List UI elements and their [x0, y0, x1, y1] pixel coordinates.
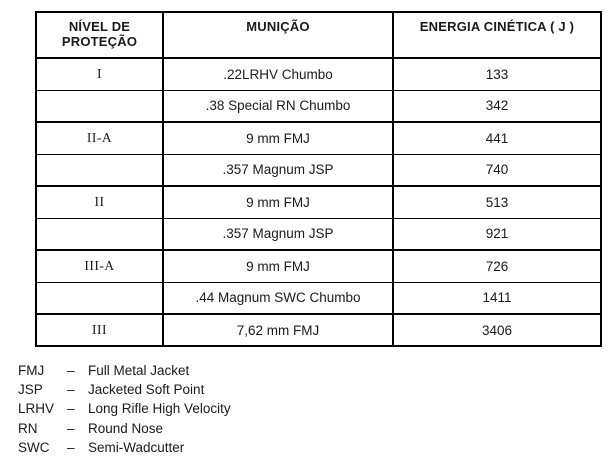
table-row — [36, 122, 601, 154]
ammo-cell: .22LRHV Chumbo — [163, 58, 393, 90]
ammo-cell: 7,62 mm FMJ — [163, 314, 393, 346]
legend-abbr: RN — [18, 420, 38, 436]
header-nivel-de-protecao: NÍVEL DE PROTEÇÃO — [36, 12, 163, 58]
energy-cell: 726 — [393, 250, 601, 282]
level-cell: II — [36, 186, 163, 218]
level-cell: I — [36, 58, 163, 90]
ammo-cell: .357 Magnum JSP — [163, 218, 393, 250]
ammo-cell: .44 Magnum SWC Chumbo — [163, 282, 393, 314]
legend-definition: Jacketed Soft Point — [88, 382, 205, 398]
legend-dash: – — [67, 382, 75, 398]
legend-abbr: JSP — [18, 382, 43, 398]
ammo-cell: .357 Magnum JSP — [163, 154, 393, 186]
ammo-cell: 9 mm FMJ — [163, 186, 393, 218]
level-cell — [36, 90, 163, 122]
legend-dash: – — [67, 363, 75, 378]
table-row — [36, 58, 601, 90]
energy-cell: 3406 — [393, 314, 601, 346]
level-cell: III-A — [36, 250, 163, 282]
table-row — [36, 90, 601, 122]
table-row — [36, 154, 601, 186]
energy-cell: 342 — [393, 90, 601, 122]
protection-levels-table — [35, 11, 602, 347]
energy-cell: 441 — [393, 122, 601, 154]
energy-cell: 921 — [393, 218, 601, 250]
header-energia-cinetica: ENERGIA CINÉTICA ( J ) — [393, 12, 601, 58]
level-cell — [36, 282, 163, 314]
level-cell — [36, 218, 163, 250]
legend-definition: Long Rifle High Velocity — [88, 401, 231, 417]
ammo-cell: 9 mm FMJ — [163, 122, 393, 154]
header-row — [36, 12, 601, 58]
level-cell: II-A — [36, 122, 163, 154]
legend-definition: Full Metal Jacket — [88, 363, 190, 378]
level-cell — [36, 154, 163, 186]
legend-definition: Round Nose — [88, 420, 164, 436]
ammo-cell: 9 mm FMJ — [163, 250, 393, 282]
table-body — [36, 58, 601, 346]
level-cell: III — [92, 322, 107, 337]
energy-cell: 133 — [393, 58, 601, 90]
legend-dash: – — [67, 420, 75, 436]
table-row — [36, 282, 601, 314]
legend-definition: Semi-Wadcutter — [88, 439, 185, 455]
legend-abbr: FMJ — [18, 363, 45, 378]
legend-abbr: LRHV — [18, 401, 55, 417]
energy-cell: 513 — [393, 186, 601, 218]
table-header — [36, 12, 601, 58]
abbreviation-legend — [18, 361, 231, 457]
table-row — [36, 218, 601, 250]
table-row — [36, 186, 601, 218]
legend-dash: – — [67, 439, 75, 455]
table-row — [36, 314, 601, 346]
legend-dash: – — [67, 401, 75, 417]
table-row — [36, 250, 601, 282]
energy-cell: 1411 — [393, 282, 601, 314]
header-municao: MUNIÇÃO — [163, 12, 393, 58]
legend-abbr: SWC — [18, 439, 50, 455]
ammo-cell: .38 Special RN Chumbo — [163, 90, 393, 122]
energy-cell: 740 — [393, 154, 601, 186]
